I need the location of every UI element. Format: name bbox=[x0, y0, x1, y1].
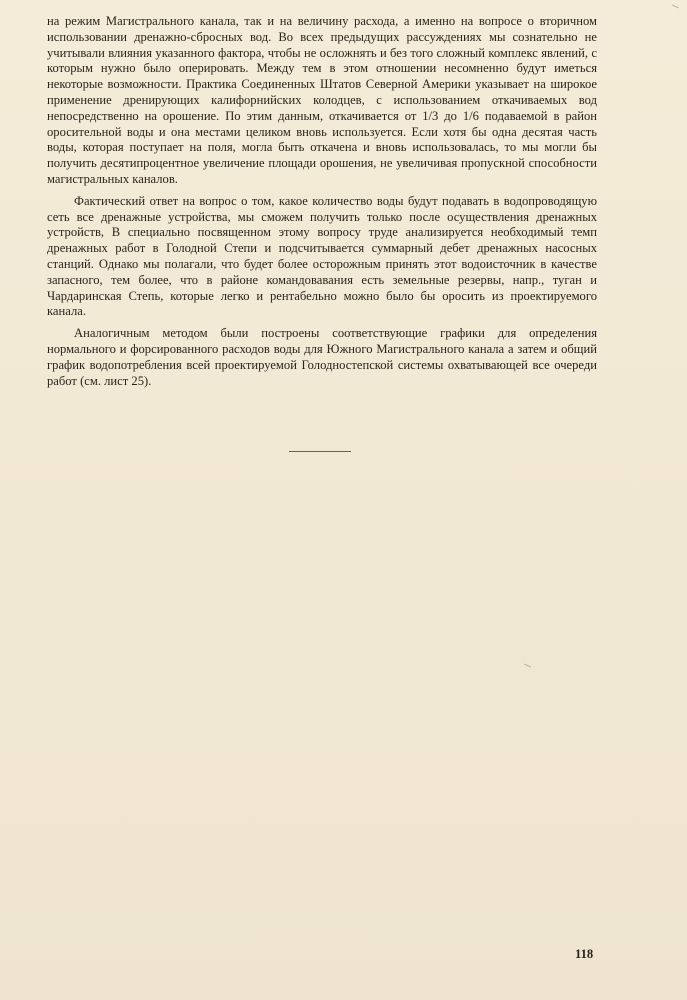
scan-mark bbox=[524, 664, 531, 668]
page-number: 118 bbox=[575, 947, 594, 961]
paragraph-2: Фактический ответ на вопрос о том, какое количество воды будут подавать в водопроводящую сеть все дренажные устройства, мы сможем получить только после осуществления дренажных устройств, В специально посвященном этому вопросу труде анализируется необходимый темп дренажных работ в Голодной Степи и подсчитывается суммарный дебет дренажных насосных станций. Однако мы полагали, что будет более осторожным принять этот водоисточник в качестве запасного, тем более, что в районе командовавания есть земельные резервы, напр., туган и Чардаринская Степь, которые легко и рентабельно можно было бы оросить из проектируемого канала. bbox=[47, 193, 597, 319]
paragraph-3: Аналогичным методом были построены соответствующие графики для определения нормального и форсированного расходов воды для Южного Магистрального канала а затем и общий график водопотребления всей проектируемой Голодностепской системы охватывающей все очереди работ (см. лист 25). bbox=[47, 326, 597, 388]
body-text bbox=[47, 14, 597, 395]
scan-mark bbox=[672, 5, 679, 9]
paragraph-1: на режим Магистрального канала, так и на величину расхода, а именно на вопросе о вторичном использовании дренажно-сбросных вод. Во всех предыдущих рассуждениях мы сознательно не учитывали влияния указанного фактора, чтобы не осложнять и без того сложный комплекс явлений, с которым нужно было оперировать. Между тем в этом отношении несомненно будут иметься некоторые возможности. Практика Соединенных Штатов Северной Америки указывает на широкое применение дренирующих калифорнийских колодцев, с использованием откачиваемых вод непосредственно на орошение. По этим данным, откачивается от 1/3 до 1/6 подаваемой в район оросительной воды и она местами целиком вновь используется. Если хотя бы одна десятая часть воды, которая поступает на поля, могла быть откачена и вновь использовалась, то мы могли бы получить десятипроцентное увеличение площади орошения, не увеличивая пропускной способности магистральных каналов. bbox=[47, 14, 597, 186]
section-divider bbox=[289, 451, 351, 452]
